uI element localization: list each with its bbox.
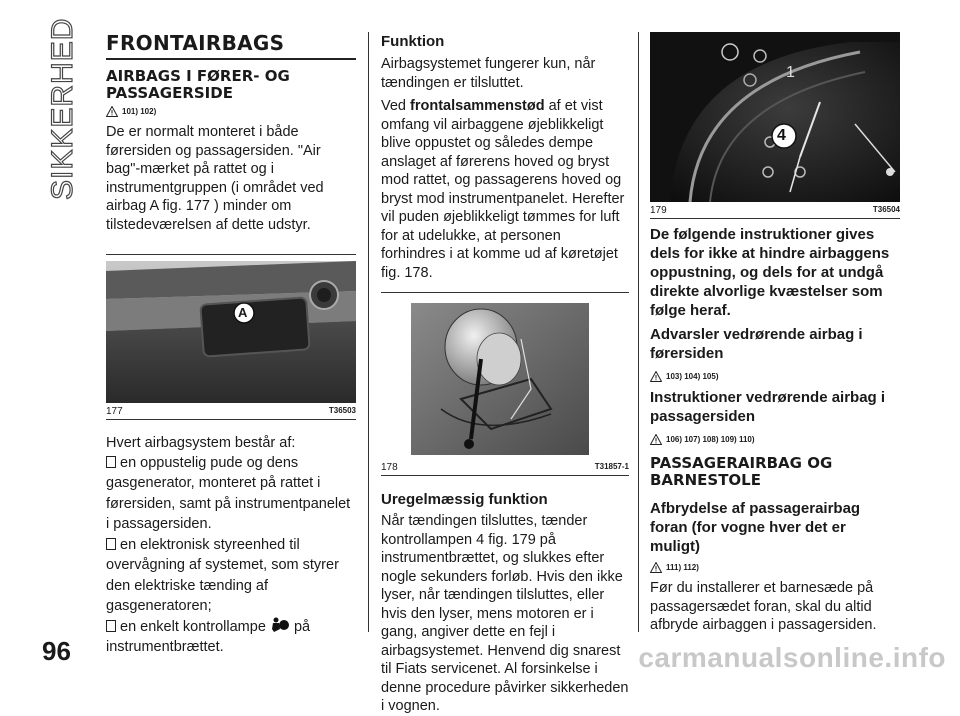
- figure-top-rule: [381, 292, 629, 293]
- column-1: [106, 32, 356, 658]
- body-paragraph: [381, 97, 629, 282]
- column-2: [381, 32, 629, 716]
- heading-driver-warnings: Advarsler vedrørende airbag i førersiden: [650, 326, 863, 362]
- warning-triangle-icon: [650, 562, 662, 573]
- figure-top-rule: [106, 254, 356, 255]
- section-side-tab: [46, 17, 86, 230]
- text-bold: frontalsammenstød: [410, 98, 545, 114]
- body-paragraph: Før du installerer et barnesæde på passagersædet foran, skal du altid afbryde airbaggen i passagersiden.: [650, 580, 877, 633]
- body-paragraph: Når tændingen tilsluttes, tænder kontrollampen 4 fig. 179 på instrumentbrættet, og slukkes efter nogle sekunders forløb. Hvis den ikke lyser, når tændingen tilsluttes, eller hvis den lyser, mens motoren er i gang, angiver dette en fejl i airbagsystemet. Henvend dig snarest til Fiats servicenet. Al forsinkelse i denne procedure påvirker sikkerheden i vognen.: [381, 513, 629, 714]
- figure-callout-label: 4: [777, 127, 786, 144]
- list-item-tail: på instrumentbrættet.: [106, 618, 311, 655]
- figure-bottom-rule: [381, 475, 629, 476]
- instrument-cluster-photo: [650, 32, 900, 202]
- bold-intro: De følgende instruktioner gives dels for ikke at hindre airbaggens oppustning, og dels for at undgå direkte alvorlige kvæstelser som følge heraf.: [650, 226, 890, 319]
- figure-179-image: [650, 32, 900, 202]
- figure-number: 177: [106, 406, 123, 417]
- figure-number: 178: [381, 462, 398, 473]
- list-intro: Hvert airbagsystem består af:: [106, 435, 296, 451]
- list-item: [106, 617, 356, 658]
- heading-malfunction: Uregelmæssig funktion: [381, 491, 548, 508]
- watermark: carmanualsonline.info: [638, 642, 946, 673]
- figure-caption: [381, 462, 629, 473]
- body-paragraph: De er normalt monteret i både førersiden og passagersiden. "Air bag"-mærket på rattet og i instrumentgruppen (i området ved airbag A fig. 177 ) minder om tilstedeværelsen af dette udstyr.: [106, 124, 324, 233]
- figure-bottom-rule: [106, 419, 356, 420]
- heading-passenger-instructions: Instruktioner vedrørende airbag i passagersiden: [650, 389, 886, 425]
- warning-triangle-icon: [650, 434, 662, 445]
- warning-refs-text: 106) 107) 108) 109) 110): [666, 435, 755, 444]
- body-paragraph: Airbagsystemet fungerer kun, når tændingen er tilsluttet.: [381, 56, 596, 91]
- heading-function: Funktion: [381, 33, 445, 50]
- list-item: [106, 453, 356, 535]
- text-run: Ved: [381, 98, 411, 114]
- column-3: [650, 32, 900, 635]
- figure-code: T31857-1: [594, 462, 629, 471]
- figure-177-image: [106, 261, 356, 403]
- subsection-heading: AIRBAGS I FØRER- OG PASSAGERSIDE: [106, 67, 290, 102]
- section-side-tab-label: SIKKERHED: [46, 17, 79, 200]
- warning-triangle-icon: [106, 106, 118, 117]
- list-item-text: en elektronisk styreenhed til overvågning af systemet, som styrer den elektriske tænding af gasgeneratoren;: [106, 536, 339, 614]
- bullet-icon: [106, 620, 116, 632]
- warning-refs-text: 103) 104) 105): [666, 372, 719, 381]
- figure-caption: [650, 205, 900, 216]
- text-run: af et vist omfang vil airbaggene øjeblikkeligt blive oppustet og således dempe anslaget af førerens hoved og bryst mod rattet, og passagerens hoved og bryst mod instrumentpanelet. Herefter vil puden øjeblikkeligt tømmes for luft for at udelukke, at personen forhindres i at komme ud af køretøjet fig. 178.: [381, 98, 625, 281]
- page-number: 96: [42, 636, 71, 666]
- figure-178-image: [381, 299, 629, 459]
- warning-refs: [106, 106, 356, 117]
- warning-triangle-icon: [650, 371, 662, 382]
- list-item-text: en oppustelig pude og dens gasgenerator, monteret på rattet i førersiden, samt på instrumentpanelet i passagersiden.: [106, 454, 351, 532]
- section-heading: PASSAGERAIRBAG OG BARNESTOLE: [650, 454, 833, 489]
- warning-refs: [650, 371, 900, 382]
- figure-caption: [106, 406, 356, 417]
- dashboard-photo: [106, 261, 356, 403]
- section-heading: FRONTAIRBAGS: [106, 31, 285, 55]
- warning-refs-text: 111) 112): [666, 563, 699, 572]
- figure-bottom-rule: [650, 218, 900, 219]
- airbag-deployment-illustration: [381, 299, 629, 459]
- figure-callout-label: A: [238, 305, 248, 320]
- heading-rule: [106, 58, 356, 60]
- figure-number: 179: [650, 205, 667, 216]
- figure-code: T36504: [872, 205, 900, 214]
- bullet-icon: [106, 456, 116, 468]
- airbag-warning-lamp-icon: [270, 617, 290, 633]
- subsection-heading: Afbrydelse af passagerairbag foran (for vogne hver det er muligt): [650, 500, 861, 555]
- column-divider: [368, 32, 369, 632]
- gauge-number: 1: [786, 64, 795, 81]
- warning-refs-text: 101) 102): [122, 107, 157, 116]
- warning-refs: [650, 562, 900, 573]
- list-item-text: en enkelt kontrollampe: [120, 618, 266, 635]
- bullet-icon: [106, 538, 116, 550]
- warning-refs: [650, 434, 900, 445]
- figure-code: T36503: [328, 406, 356, 415]
- list-item: [106, 535, 356, 617]
- column-divider: [638, 32, 639, 632]
